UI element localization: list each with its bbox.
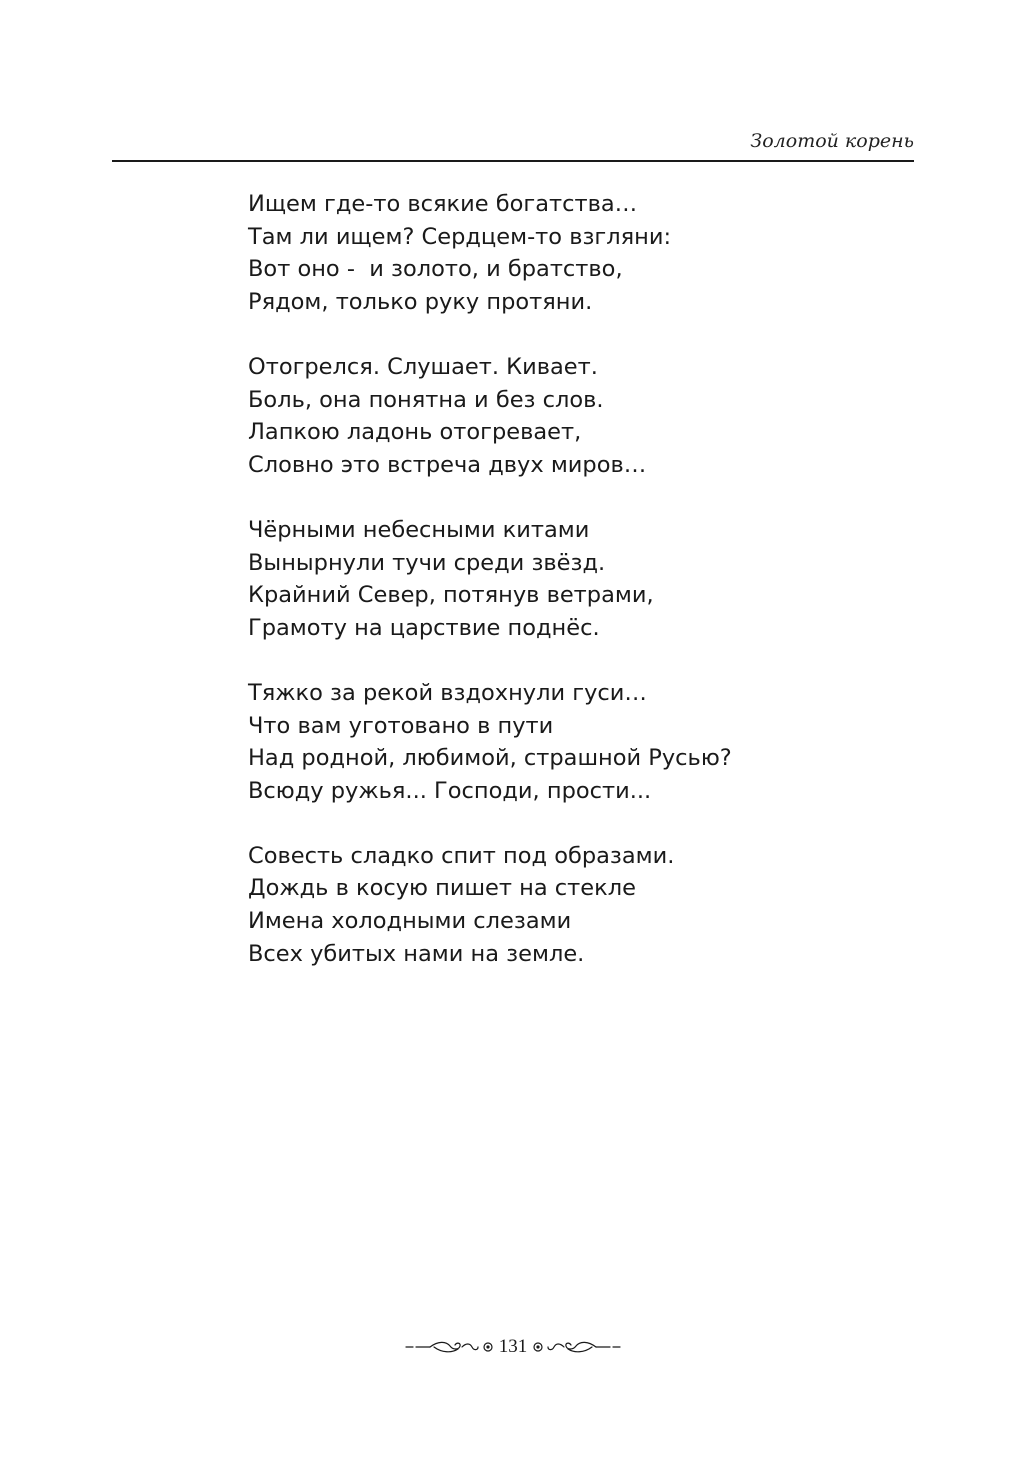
poem-line: Имена холодными слезами — [248, 908, 572, 935]
poem-line: Отогрелся. Слушает. Кивает. — [248, 353, 598, 380]
poem-line: Дождь в косую пишет на стекле — [248, 875, 636, 902]
poem-line: Вынырнули тучи среди звёзд. — [248, 549, 606, 576]
right-flourish-icon — [530, 1337, 622, 1357]
stanza — [248, 514, 732, 644]
poem-line: Крайний Север, потянув ветрами, — [248, 582, 654, 609]
poem-line: Что вам уготовано в пути — [248, 712, 554, 739]
poem-line: Там ли ищем? Сердцем-то взгляни: — [248, 223, 672, 250]
poem-line: Над родной, любимой, страшной Русью? — [248, 745, 732, 772]
poem-line: Тяжко за рекой вздохнули гуси… — [248, 679, 647, 706]
poem-line: Лапкою ладонь отогревает, — [248, 419, 582, 446]
poem-line: Грамоту на царствие поднёс. — [248, 614, 600, 641]
page-number: 131 — [498, 1336, 528, 1357]
poem-line: Совесть сладко спит под образами. — [248, 842, 675, 869]
poem-line: Ищем где-то всякие богатства… — [248, 191, 638, 217]
running-title: Золотой корень — [750, 130, 914, 152]
page-footer — [0, 1336, 1026, 1358]
poem-line: Всех убитых нами на земле. — [248, 940, 585, 967]
header-rule — [112, 160, 914, 162]
stanza — [248, 840, 732, 970]
poem — [248, 188, 732, 1003]
poem-line: Чёрными небесными китами — [248, 516, 590, 543]
left-flourish-icon — [404, 1337, 496, 1357]
poem-line: Рядом, только руку протяни. — [248, 288, 593, 315]
poem-line: Вот оно - и золото, и братство, — [248, 256, 623, 283]
poem-line: Боль, она понятна и без слов. — [248, 386, 604, 413]
stanza — [248, 677, 732, 807]
poem-line: Всюду ружья... Господи, прости... — [248, 777, 652, 804]
poem-line: Словно это встреча двух миров… — [248, 451, 647, 478]
stanza — [248, 188, 732, 318]
stanza — [248, 351, 732, 481]
